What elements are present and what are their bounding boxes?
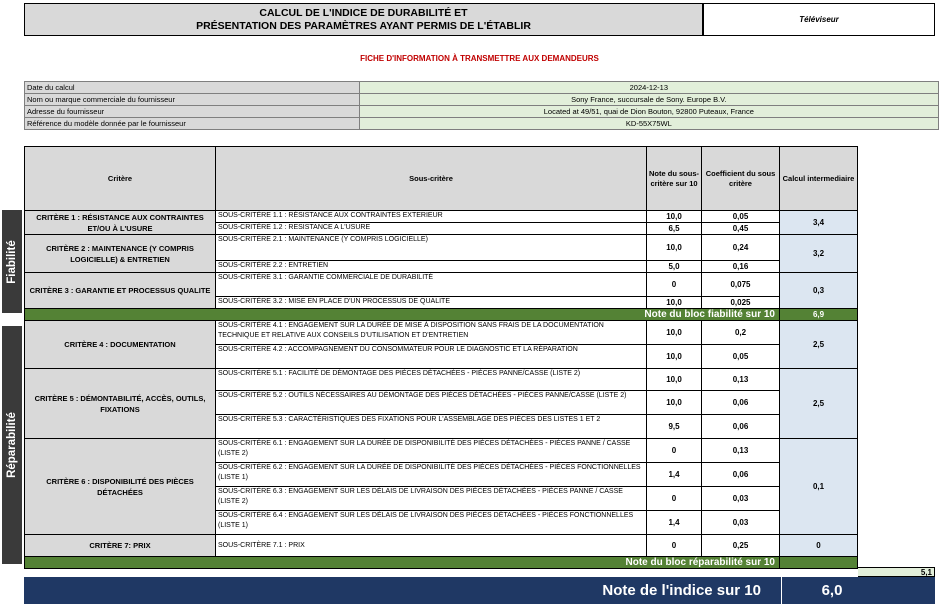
bloc-fiabilite-value: 6,9 [780,309,858,321]
note-cell: 1,4 [647,511,702,535]
critere-name: CRITÈRE 2 : MAINTENANCE (Y COMPRIS LOGICIELLE) & ENTRETIEN [25,235,216,273]
coef-cell: 0,16 [702,261,780,273]
note-cell: 1,4 [647,463,702,487]
coef-cell: 0,06 [702,415,780,439]
table-row [25,439,858,463]
info-row [25,106,939,118]
document-title [24,3,703,36]
info-value: Located at 49/51, quai de Dion Bouton, 92800 Puteaux, France [359,106,938,118]
fiche-heading: FICHE D'INFORMATION À TRANSMETTRE AUX DEMANDEURS [360,54,599,63]
critere-name: CRITÈRE 4 : DOCUMENTATION [25,321,216,369]
sous-critere: SOUS-CRITÈRE 1.2 : RESISTANCE A L'USURE [216,223,647,235]
product-type: Téléviseur [703,3,935,36]
calc-cell: 0,1 [780,439,858,535]
bloc-reparabilite-row [25,557,858,569]
sous-critere: SOUS-CRITÈRE 5.3 : CARACTÉRISTIQUES DES FIXATIONS POUR L'ASSEMBLAGE DES PIÈCES DES LISTES 1 ET 2 [216,415,647,439]
table-row [25,369,858,391]
reparabilite-side-label: Réparabilité [2,326,22,564]
sous-critere: SOUS-CRITÈRE 5.1 : FACILITÉ DE DÉMONTAGE DES PIÈCES DÉTACHÉES - PIÈCES PANNE/CASSE (LISTE 2) [216,369,647,391]
indice-label: Note de l'indice sur 10 [602,582,761,599]
fiabilite-side-label: Fiabilité [2,210,22,313]
sous-critere: SOUS-CRITÈRE 1.1 : RÉSISTANCE AUX CONTRAINTES EXTERIEUR [216,211,647,223]
col-note: Note du sous-critère sur 10 [647,147,702,211]
note-cell: 0 [647,535,702,557]
bloc-reparabilite-value: 5,1 [858,567,935,577]
note-cell: 10,0 [647,297,702,309]
sous-critere: SOUS-CRITÈRE 2.2 : ENTRETIEN [216,261,647,273]
table-row [25,535,858,557]
info-row [25,82,939,94]
sous-critere: SOUS-CRITÈRE 7.1 : PRIX [216,535,647,557]
bloc-reparabilite-label: Note du bloc réparabilité sur 10 [25,557,780,569]
sous-critere: SOUS-CRITÈRE 3.2 : MISE EN PLACE D'UN PROCESSUS DE QUALITE [216,297,647,309]
title-line-2: PRÉSENTATION DES PARAMÈTRES AYANT PERMIS DE L'ÉTABLIR [196,19,531,32]
sous-critere: SOUS-CRITÈRE 6.1 : ENGAGEMENT SUR LA DURÉE DE DISPONIBILITÉ DES PIÈCES DÉTACHÉES - PIÈCES PANNE / CASSE (LISTE 2) [216,439,647,463]
table-row [25,211,858,223]
info-value: 2024-12-13 [359,82,938,94]
title-line-1: CALCUL DE L'INDICE DE DURABILITÉ ET [259,6,468,19]
note-cell: 10,0 [647,321,702,345]
table-row [25,321,858,345]
sous-critere: SOUS-CRITÈRE 3.1 : GARANTIE COMMERCIALE DE DURABILITÉ [216,273,647,297]
critere-name: CRITÈRE 5 : DÉMONTABILITÉ, ACCÈS, OUTILS, FIXATIONS [25,369,216,439]
info-label: Adresse du fournisseur [25,106,360,118]
criteria-table [24,146,858,569]
note-cell: 10,0 [647,369,702,391]
note-cell: 10,0 [647,345,702,369]
col-calc: Calcul intermediaire [780,147,858,211]
supplier-info-table [24,81,939,130]
note-cell: 10,0 [647,391,702,415]
coef-cell: 0,45 [702,223,780,235]
info-value: KD-55X75WL [359,118,938,130]
col-coef: Coefficient du sous critère [702,147,780,211]
coef-cell: 0,03 [702,511,780,535]
coef-cell: 0,05 [702,345,780,369]
calc-cell: 0,3 [780,273,858,309]
coef-cell: 0,025 [702,297,780,309]
coef-cell: 0,2 [702,321,780,345]
table-header-row [25,147,858,211]
sous-critere: SOUS-CRITÈRE 2.1 : MAINTENANCE (Y COMPRIS LOGICIELLE) [216,235,647,261]
table-row [25,235,858,261]
sous-critere: SOUS-CRITÈRE 5.2 : OUTILS NÉCESSAIRES AU DÉMONTAGE DES PIÈCES DÉTACHÉES - PIÈCES PANNE/CASSE (LISTE 2) [216,391,647,415]
indice-total-bar [24,577,935,604]
calc-cell: 3,4 [780,211,858,235]
calc-cell: 2,5 [780,369,858,439]
info-label: Nom ou marque commerciale du fournisseur [25,94,360,106]
critere-name: CRITÈRE 7: PRIX [25,535,216,557]
note-cell: 0 [647,487,702,511]
coef-cell: 0,13 [702,439,780,463]
coef-cell: 0,05 [702,211,780,223]
calc-cell: 3,2 [780,235,858,273]
bloc-fiabilite-row [25,309,858,321]
info-row [25,94,939,106]
critere-name: CRITÈRE 6 : DISPONIBILITÉ DES PIÈCES DÉTACHÉES [25,439,216,535]
coef-cell: 0,06 [702,463,780,487]
coef-cell: 0,03 [702,487,780,511]
coef-cell: 0,25 [702,535,780,557]
info-label: Date du calcul [25,82,360,94]
note-cell: 9,5 [647,415,702,439]
sous-critere: SOUS-CRITÈRE 4.1 : ENGAGEMENT SUR LA DURÉE DE MISE À DISPOSITION SANS FRAIS DE LA DOCUMENTATION TECHNIQUE ET RELATIVE AUX CONSEILS D'UTILISATION ET D'ENTRETIEN [216,321,647,345]
col-critere: Critère [25,147,216,211]
critere-name: CRITÈRE 1 : RÉSISTANCE AUX CONTRAINTES ET/OU À L'USURE [25,211,216,235]
bloc-fiabilite-label: Note du bloc fiabilité sur 10 [25,309,780,321]
note-cell: 0 [647,273,702,297]
note-cell: 5,0 [647,261,702,273]
note-cell: 10,0 [647,235,702,261]
sous-critere: SOUS-CRITÈRE 6.4 : ENGAGEMENT SUR LES DÉLAIS DE LIVRAISON DES PIÈCES DÉTACHÉES - PIÈCES FONCTIONNELLES (LISTE 1) [216,511,647,535]
info-row [25,118,939,130]
note-cell: 10,0 [647,211,702,223]
calc-cell: 2,5 [780,321,858,369]
note-cell: 0 [647,439,702,463]
sous-critere: SOUS-CRITÈRE 6.2 : ENGAGEMENT SUR LA DURÉE DE DISPONIBILITÉ DES PIÈCES DÉTACHÉES - PIÈCES FONCTIONNELLES (LISTE 1) [216,463,647,487]
bloc-reparabilite-spacer [780,557,858,569]
coef-cell: 0,06 [702,391,780,415]
col-sous-critere: Sous-critère [216,147,647,211]
info-value: Sony France, succursale de Sony. Europe B.V. [359,94,938,106]
table-row [25,273,858,297]
note-cell: 6,5 [647,223,702,235]
coef-cell: 0,075 [702,273,780,297]
indice-value: 6,0 [781,577,882,604]
info-label: Référence du modèle donnée par le fournisseur [25,118,360,130]
calc-cell: 0 [780,535,858,557]
sous-critere: SOUS-CRITÈRE 4.2 : ACCOMPAGNEMENT DU CONSOMMATEUR POUR LE DIAGNOSTIC ET LA RÉPARATION [216,345,647,369]
coef-cell: 0,24 [702,235,780,261]
coef-cell: 0,13 [702,369,780,391]
critere-name: CRITÈRE 3 : GARANTIE ET PROCESSUS QUALITE [25,273,216,309]
sous-critere: SOUS-CRITÈRE 6.3 : ENGAGEMENT SUR LES DÉLAIS DE LIVRAISON DES PIÈCES DÉTACHÉES - PIÈCES PANNE / CASSE (LISTE 2) [216,487,647,511]
